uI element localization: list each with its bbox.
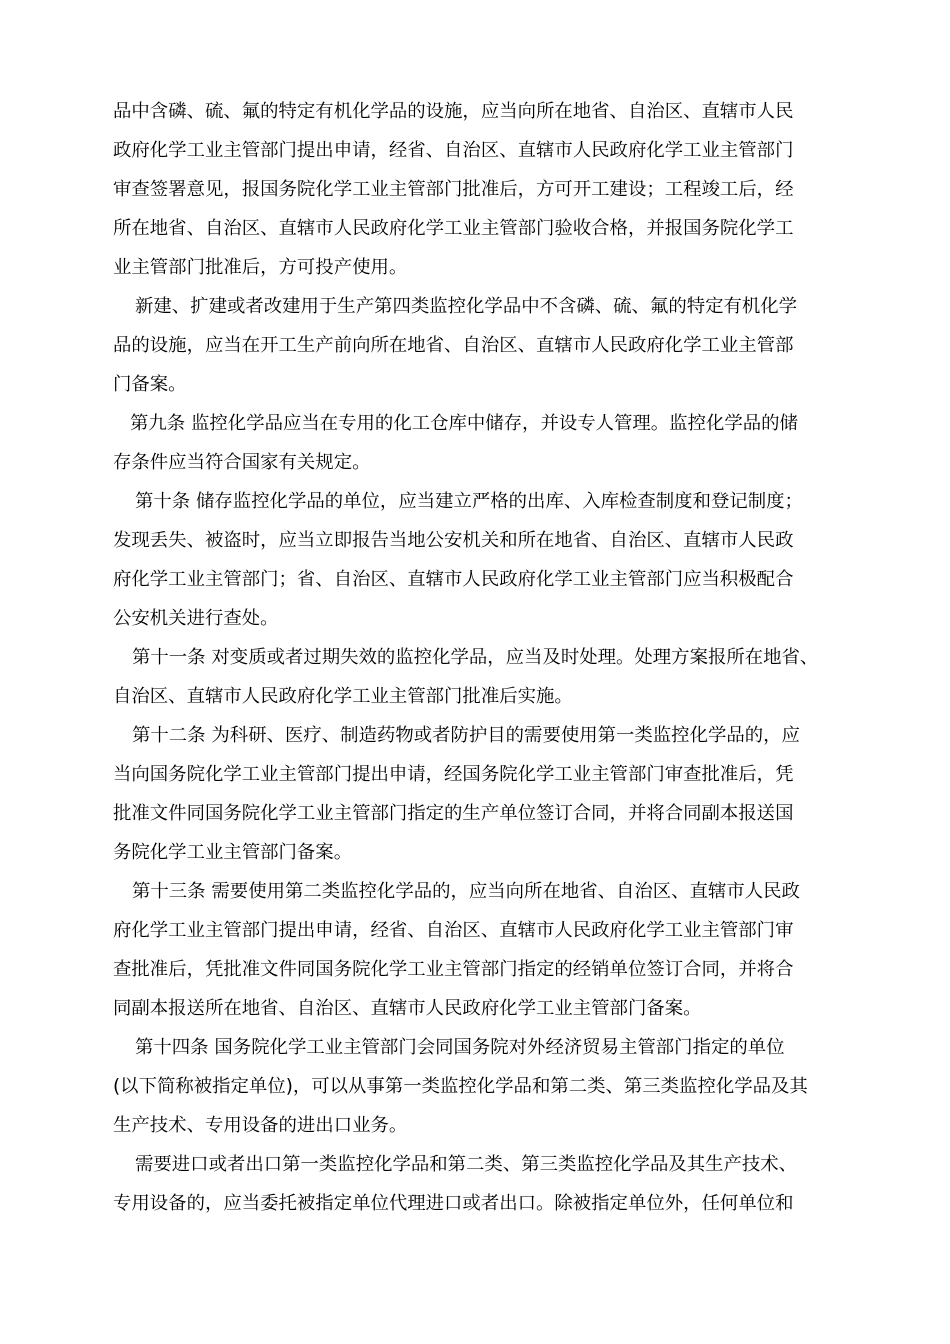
text-line: 存条件应当符合国家有关规定。 [113,452,371,473]
text-line: 府化学工业主管部门；省、自治区、直辖市人民政府化学工业主管部门应当积极配合 [113,569,794,590]
text-line: 府化学工业主管部门提出申请，经省、自治区、直辖市人民政府化学工业主管部门审 [113,920,794,941]
text-line: 第十条 储存监控化学品的单位，应当建立严格的出库、入库检查制度和登记制度； [135,491,803,512]
text-line: 批准文件同国务院化学工业主管部门指定的生产单位签订合同，并将合同副本报送国 [113,803,794,824]
text-line: 生产技术、专用设备的进出口业务。 [113,1115,408,1136]
text-line: 务院化学工业主管部门备案。 [113,842,353,863]
text-line: 第十一条 对变质或者过期失效的监控化学品，应当及时处理。处理方案报所在地省、 [132,647,819,668]
text-line: 门备案。 [113,374,187,395]
text-line: 所在地省、自治区、直辖市人民政府化学工业主管部门验收合格，并报国务院化学工 [113,218,794,239]
text-line: 需要进口或者出口第一类监控化学品和第二类、第三类监控化学品及其生产技术、 [135,1154,798,1175]
text-line: 同副本报送所在地省、自治区、直辖市人民政府化学工业主管部门备案。 [113,998,702,1019]
text-line: 自治区、直辖市人民政府化学工业主管部门批准后实施。 [113,686,573,707]
text-line: 专用设备的，应当委托被指定单位代理进口或者出口。除被指定单位外，任何单位和 [113,1193,794,1214]
text-line: 查批准后，凭批准文件同国务院化学工业主管部门指定的经销单位签订合同，并将合 [113,959,794,980]
text-line: 业主管部门批准后，方可投产使用。 [113,257,408,278]
text-line: 第十四条 国务院化学工业主管部门会同国务院对外经济贸易主管部门指定的单位 [135,1037,785,1058]
text-line: 第九条 监控化学品应当在专用的化工仓库中储存，并设专人管理。监控化学品的储 [130,413,798,434]
text-line: 第十三条 需要使用第二类监控化学品的，应当向所在地省、自治区、直辖市人民政 [132,881,800,902]
text-line: 品中含磷、硫、氟的特定有机化学品的设施，应当向所在地省、自治区、直辖市人民 [113,101,794,122]
text-line: (以下简称被指定单位)，可以从事第一类监控化学品和第二类、第三类监控化学品及其 [113,1076,808,1097]
text-line: 新建、扩建或者改建用于生产第四类监控化学品中不含磷、硫、氟的特定有机化学 [135,296,798,317]
text-line: 发现丢失、被盗时，应当立即报告当地公安机关和所在地省、自治区、直辖市人民政 [113,530,794,551]
text-line: 第十二条 为科研、医疗、制造药物或者防护目的需要使用第一类监控化学品的，应 [132,725,800,746]
text-line: 政府化学工业主管部门提出申请，经省、自治区、直辖市人民政府化学工业主管部门 [113,140,794,161]
text-line: 公安机关进行查处。 [113,608,279,629]
text-line: 审查签署意见，报国务院化学工业主管部门批准后，方可开工建设；工程竣工后，经 [113,179,794,200]
text-line: 当向国务院化学工业主管部门提出申请，经国务院化学工业主管部门审查批准后，凭 [113,764,794,785]
text-line: 品的设施，应当在开工生产前向所在地省、自治区、直辖市人民政府化学工业主管部 [113,335,794,356]
